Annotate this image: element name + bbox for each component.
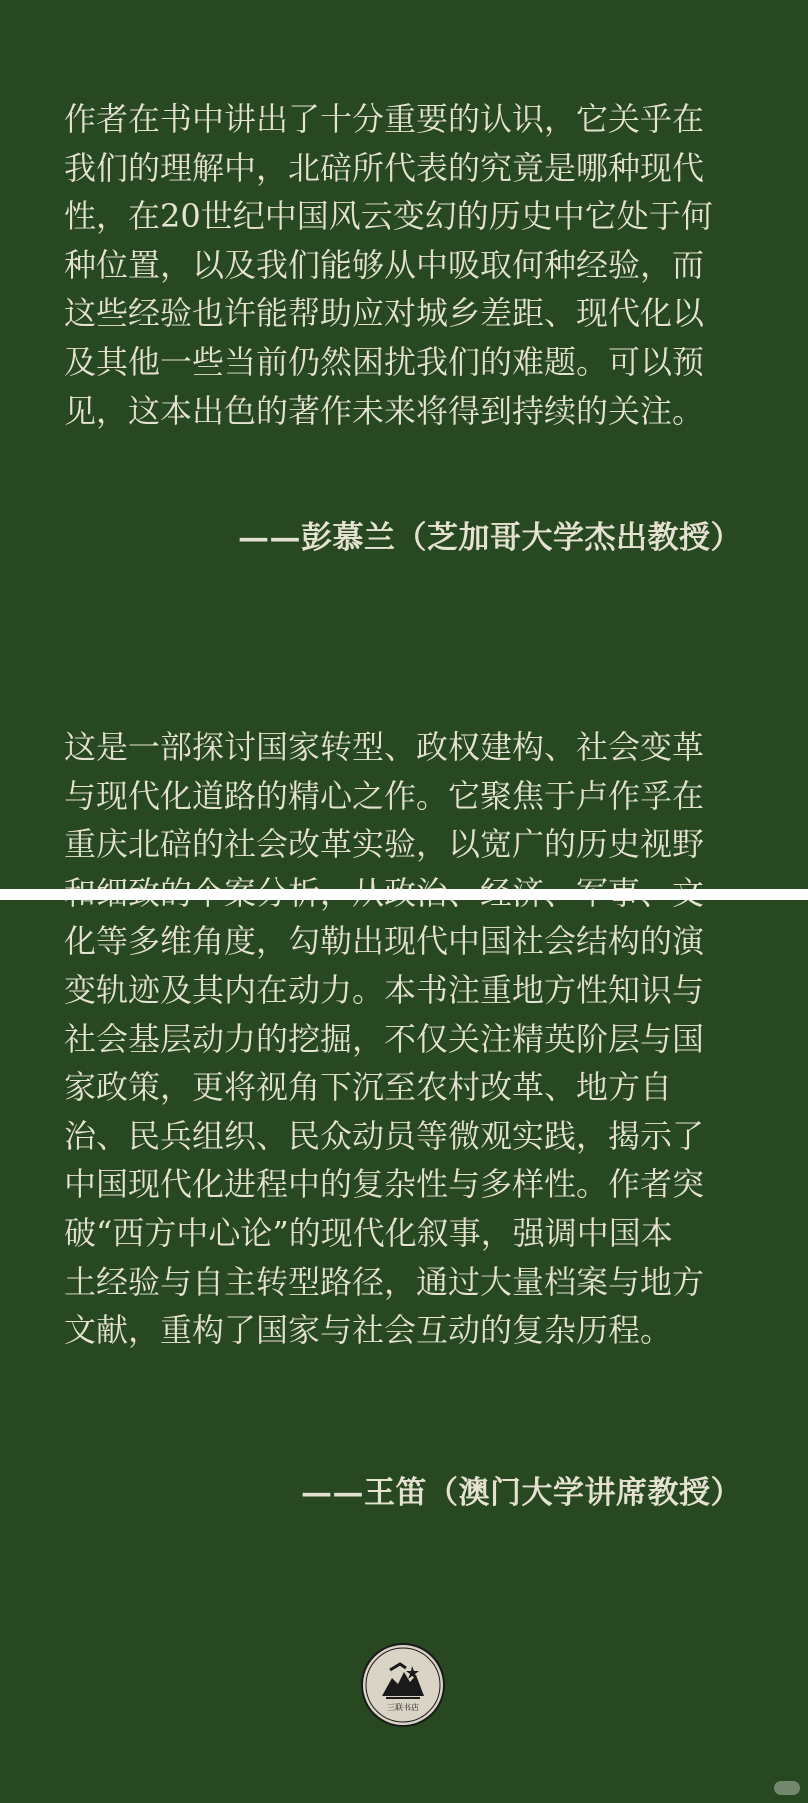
review-paragraph-1 xyxy=(64,95,754,435)
text-line: 与现代化道路的精心之作。它聚焦于卢作孚在 xyxy=(64,776,705,815)
text-line: 化等多维角度，勾勒出现代中国社会结构的演 xyxy=(64,922,705,961)
text-line: 家政策，更将视角下沉至农村改革、地方自 xyxy=(64,1068,673,1107)
text-line: 变轨迹及其内在动力。本书注重地方性知识与 xyxy=(64,970,705,1009)
text-line: 这些经验也许能帮助应对城乡差距、现代化以 xyxy=(64,294,705,333)
text-line: 作者在书中讲出了十分重要的认识，它关乎在 xyxy=(64,100,705,138)
text-line: 我们的理解中，北碚所代表的究竟是哪种现代 xyxy=(64,148,705,187)
text-line: 社会基层动力的挖掘，不仅关注精英阶层与国 xyxy=(64,1019,705,1058)
logo-emblem xyxy=(360,1642,446,1728)
text-line: 见，这本出色的著作未来将得到持续的关注。 xyxy=(64,391,705,430)
text-line: 重庆北碚的社会改革实验，以宽广的历史视野 xyxy=(64,825,705,864)
text-line: 破“西方中心论”的现代化叙事，强调中国本 xyxy=(64,1213,673,1252)
review-paragraph-2 xyxy=(64,723,754,1355)
image-seam-divider xyxy=(0,889,808,900)
text-line: 治、民兵组织、民众动员等微观实践，揭示了 xyxy=(64,1116,705,1155)
review-attribution-1: ——彭慕兰（芝加哥大学杰出教授） xyxy=(238,520,742,556)
sanlian-logo-icon xyxy=(360,1642,446,1728)
text-line: 及其他一些当前仍然困扰我们的难题。可以预 xyxy=(64,342,705,381)
text-line: 种位置，以及我们能够从中吸取何种经验，而 xyxy=(64,245,705,284)
watermark-badge xyxy=(774,1781,800,1795)
text-line: 土经验与自主转型路径，通过大量档案与地方 xyxy=(64,1262,705,1301)
logo-text: 三联书店 xyxy=(387,1703,419,1712)
review-attribution-2: ——王笛（澳门大学讲席教授） xyxy=(301,1475,742,1511)
text-line: 中国现代化进程中的复杂性与多样性。作者突 xyxy=(64,1165,705,1204)
text-line: 文献，重构了国家与社会互动的复杂历程。 xyxy=(64,1311,673,1350)
text-line: 性，在20世纪中国风云变幻的历史中它处于何 xyxy=(64,197,713,236)
text-line: 这是一部探讨国家转型、政权建构、社会变革 xyxy=(64,728,705,766)
